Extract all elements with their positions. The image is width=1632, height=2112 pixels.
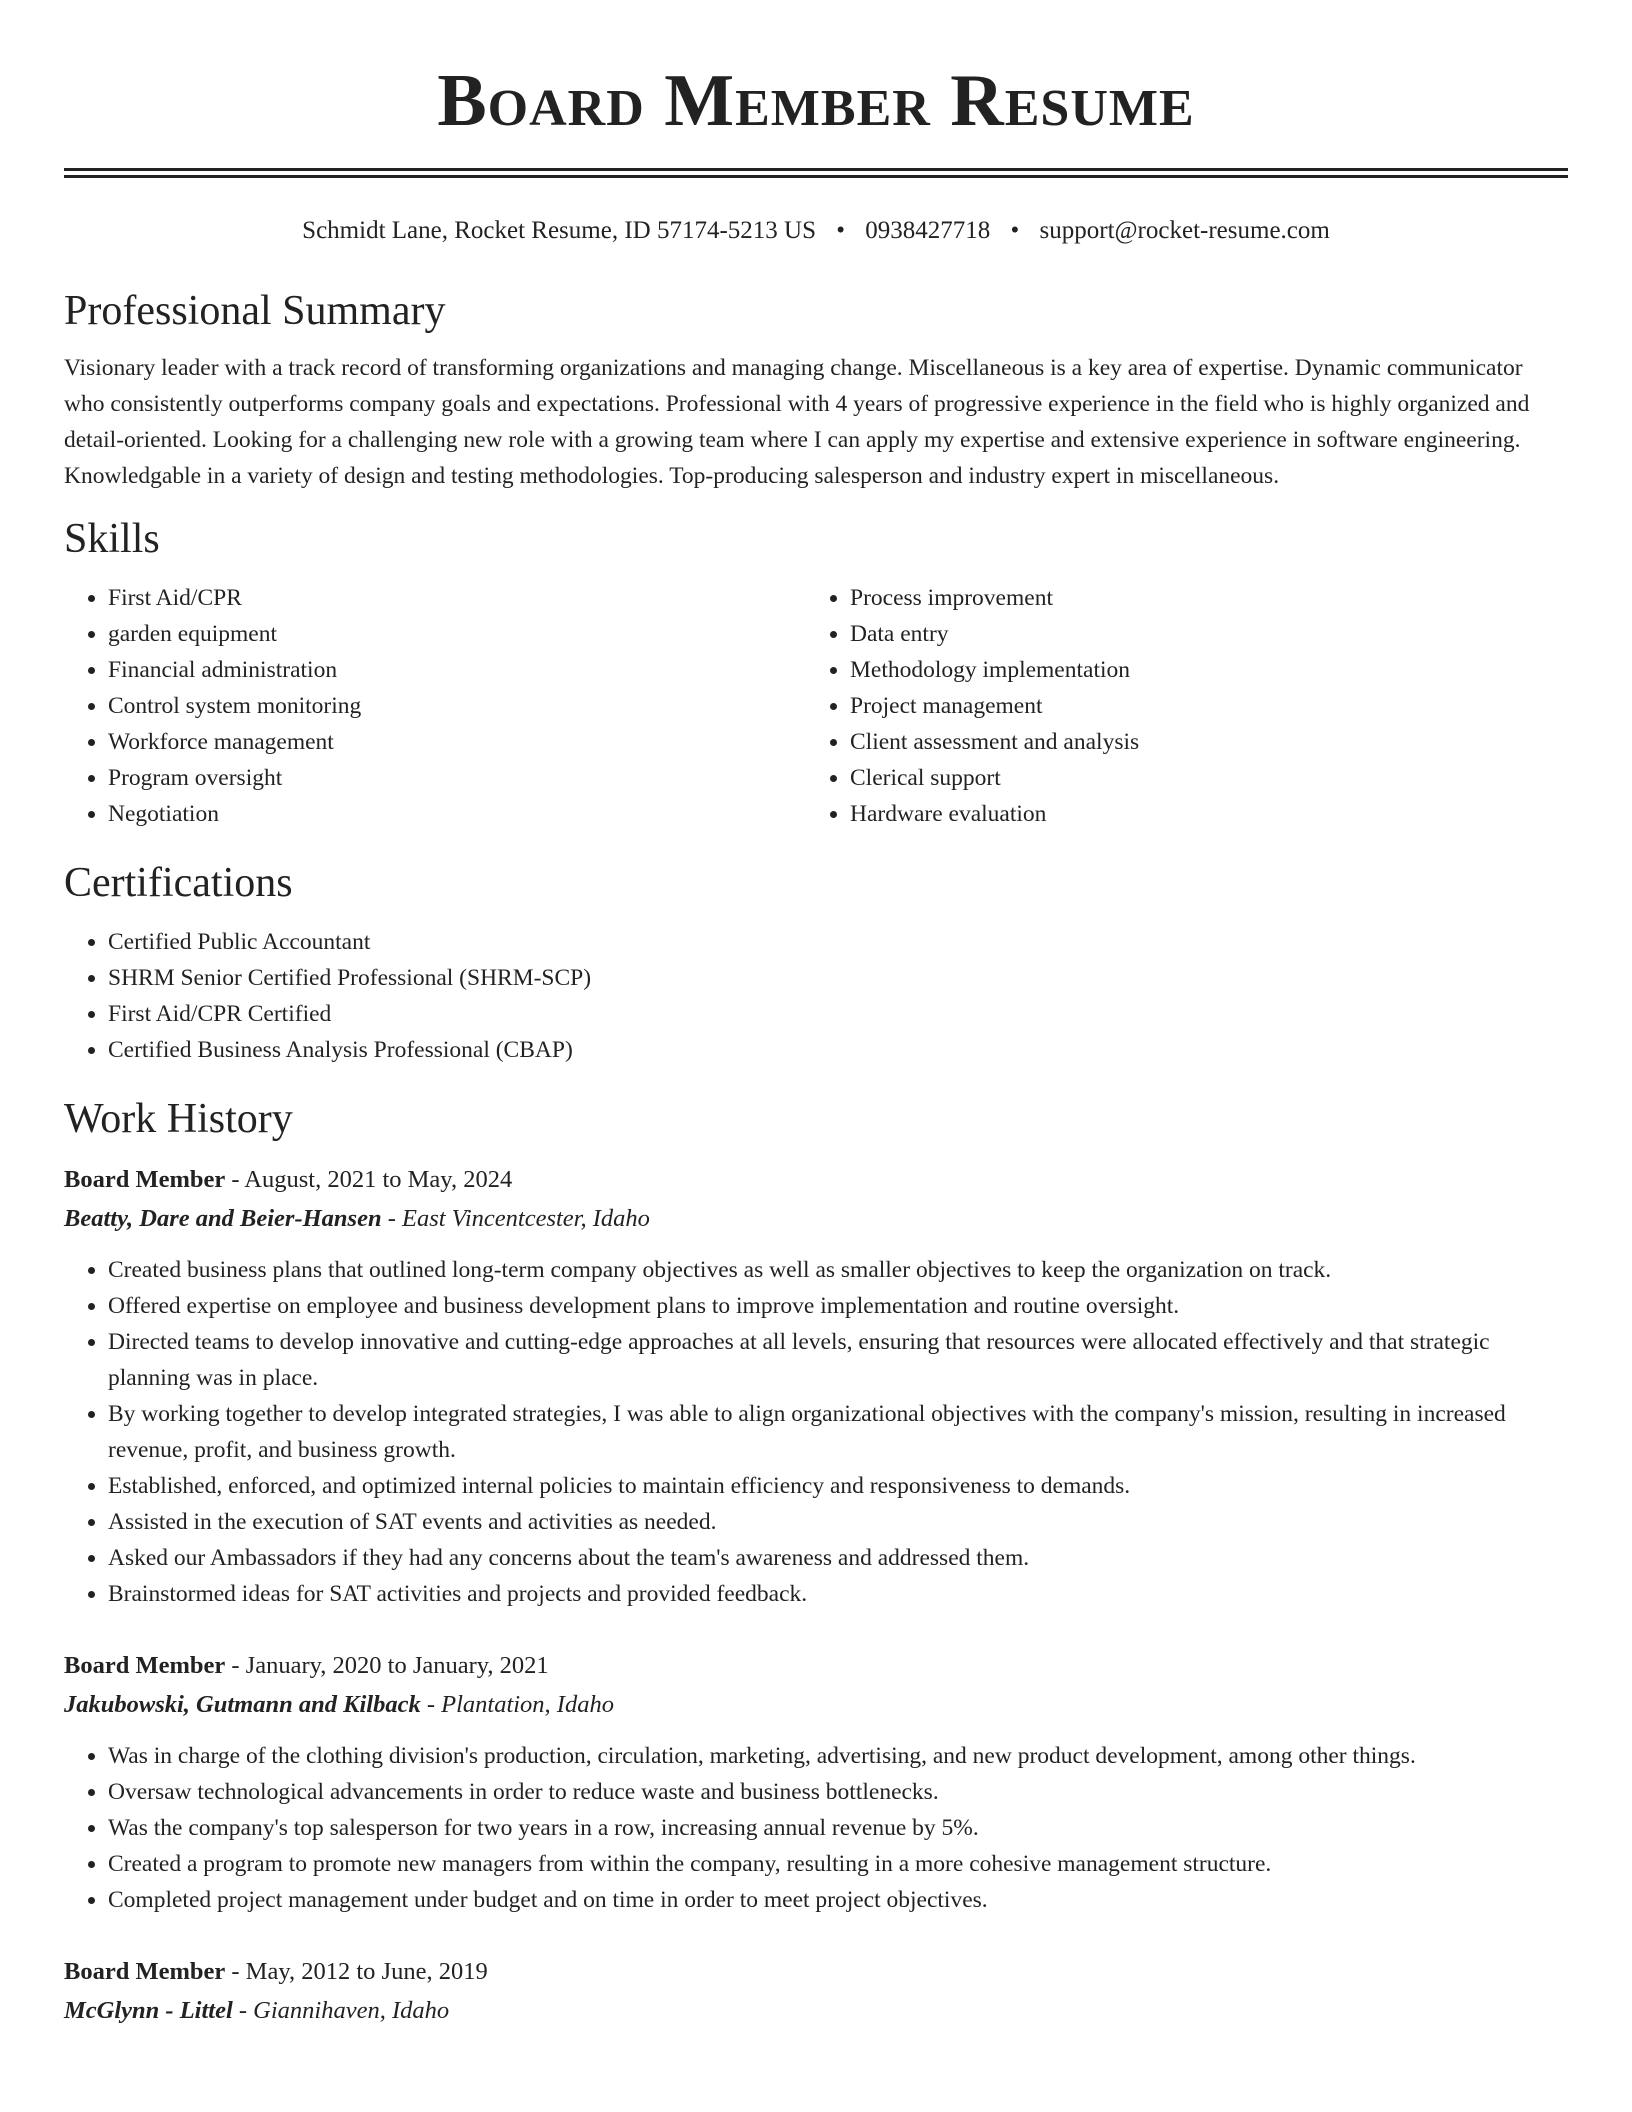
job-duty-item: • Was in charge of the clothing division's production, circulation, marketing, advertising, and new product development, among other things. (108, 1738, 1568, 1774)
contact-separator: • (836, 217, 846, 244)
job-duties-list (64, 1738, 1568, 1918)
job-duty-item: • Directed teams to develop innovative and cutting-edge approaches at all levels, ensuring that resources were allocated effectively and that strategic planning was in place. (108, 1324, 1568, 1396)
skill-item: • Negotiation (108, 796, 806, 832)
certification-item: • First Aid/CPR Certified (108, 996, 1568, 1032)
job-duty-item: • Oversaw technological advancements in order to reduce waste and business bottlenecks. (108, 1774, 1568, 1810)
job-duty-item: • Created a program to promote new managers from within the company, resulting in a more cohesive management structure. (108, 1846, 1568, 1882)
skills-column-right (806, 580, 1548, 832)
job-entry (64, 1646, 1568, 1918)
summary-text: Visionary leader with a track record of transforming organizations and managing change. Miscellaneous is a key area of expertise. Dynamic communicator who consistently outperforms company goals and expectations. Professional with 4 years of progressive experience in the field who is highly organized and detail-oriented. Looking for a challenging new role with a growing team where I can apply my expertise and extensive experience in software engineering. Knowledgable in a variety of design and testing methodologies. Top-producing salesperson and industry expert in miscellaneous. (64, 355, 1530, 489)
skill-item: • Clerical support (850, 760, 1548, 796)
job-company: Jakubowski, Gutmann and Kilback (64, 1691, 421, 1718)
job-duty-item: • Asked our Ambassadors if they had any concerns about the team's awareness and addressed them. (108, 1540, 1568, 1576)
job-title: Board Member (64, 1652, 226, 1679)
certification-item: • SHRM Senior Certified Professional (SHRM-SCP) (108, 960, 1568, 996)
skill-item: • Program oversight (108, 760, 806, 796)
page-title: Board Member Resume (437, 60, 1195, 142)
job-title: Board Member (64, 1958, 226, 1985)
contact-email: support@rocket-resume.com (1039, 217, 1330, 244)
contact-address: Schmidt Lane, Rocket Resume, ID 57174-5213 US (302, 217, 816, 244)
job-duty-item: • Brainstormed ideas for SAT activities and projects and provided feedback. (108, 1576, 1568, 1612)
title-divider-thick (64, 168, 1568, 171)
job-location: - Plantation, Idaho (426, 1691, 614, 1718)
summary-heading: Professional Summary (64, 288, 446, 334)
job-duty-item: • Established, enforced, and optimized internal policies to maintain efficiency and responsiveness to demands. (108, 1468, 1568, 1504)
skill-item: • garden equipment (108, 616, 806, 652)
job-title-line (64, 1160, 1568, 1200)
job-company-line (64, 1992, 1568, 2030)
job-location: - East Vincentcester, Idaho (387, 1205, 650, 1232)
job-company-line (64, 1686, 1568, 1724)
skill-item: • Project management (850, 688, 1548, 724)
job-dates: - January, 2020 to January, 2021 (231, 1652, 549, 1679)
job-company: Beatty, Dare and Beier-Hansen (64, 1205, 382, 1232)
job-duty-item: • Created business plans that outlined long-term company objectives as well as smaller objectives to keep the organization on track. (108, 1252, 1568, 1288)
job-location: - Giannihaven, Idaho (238, 1997, 450, 2024)
skill-item: • Process improvement (850, 580, 1548, 616)
skill-item: • Data entry (850, 616, 1548, 652)
certifications-list (64, 924, 1568, 1068)
skill-item: • Client assessment and analysis (850, 724, 1548, 760)
job-dates: - May, 2012 to June, 2019 (231, 1958, 488, 1985)
skills-list-left (64, 580, 806, 832)
skills-list-right (806, 580, 1548, 832)
job-title: Board Member (64, 1166, 226, 1193)
job-entry (64, 1952, 1568, 2030)
contact-separator: • (1010, 217, 1020, 244)
skill-item: • First Aid/CPR (108, 580, 806, 616)
contact-phone: 0938427718 (865, 217, 991, 244)
job-duty-item: • Assisted in the execution of SAT events and activities as needed. (108, 1504, 1568, 1540)
certifications-heading: Certifications (64, 860, 293, 906)
skill-item: • Financial administration (108, 652, 806, 688)
job-company: McGlynn - Littel (64, 1997, 233, 2024)
certification-item: • Certified Business Analysis Professional (CBAP) (108, 1032, 1568, 1068)
title-divider-thin (64, 175, 1568, 178)
job-entry (64, 1160, 1568, 1612)
contact-line (64, 214, 1568, 248)
skills-column-left (64, 580, 806, 832)
job-duty-item: • Completed project management under budget and on time in order to meet project objectives. (108, 1882, 1568, 1918)
job-duty-item: • Was the company's top salesperson for two years in a row, increasing annual revenue by 5%. (108, 1810, 1568, 1846)
skill-item: • Hardware evaluation (850, 796, 1548, 832)
job-duty-item: • By working together to develop integrated strategies, I was able to align organizational objectives with the company's mission, resulting in increased revenue, profit, and business growth. (108, 1396, 1568, 1468)
job-duty-item: • Offered expertise on employee and business development plans to improve implementation and routine oversight. (108, 1288, 1568, 1324)
skill-item: • Control system monitoring (108, 688, 806, 724)
job-dates: - August, 2021 to May, 2024 (231, 1166, 513, 1193)
resume-page (64, 0, 1568, 2030)
job-title-line (64, 1646, 1568, 1686)
job-title-line (64, 1952, 1568, 1992)
certification-item: • Certified Public Accountant (108, 924, 1568, 960)
work-history-list (64, 1160, 1568, 2030)
work-history-heading: Work History (64, 1096, 293, 1142)
skills-grid (64, 580, 1568, 832)
skill-item: • Methodology implementation (850, 652, 1548, 688)
job-company-line (64, 1200, 1568, 1238)
job-duties-list (64, 1252, 1568, 1612)
skills-heading: Skills (64, 516, 160, 562)
skill-item: • Workforce management (108, 724, 806, 760)
